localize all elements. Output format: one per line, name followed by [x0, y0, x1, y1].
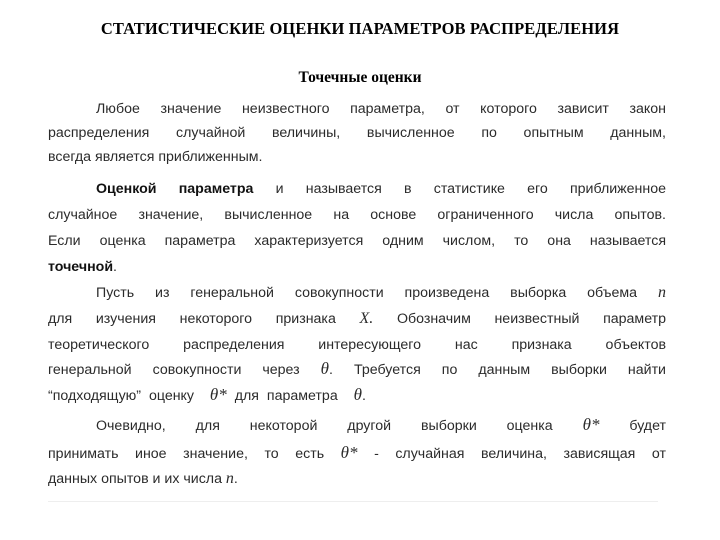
- p4-line-1a: Очевидно, для некоторой другой выборки оценка: [96, 418, 553, 434]
- p2-line-4-end: .: [113, 259, 117, 275]
- p3-line-1: [96, 281, 666, 305]
- p3-line-5: [48, 383, 666, 407]
- p1-line-3: всегда является приближенным.: [48, 149, 263, 165]
- section-subtitle: Точечные оценки: [298, 69, 422, 86]
- p3-line-5c: .: [361, 388, 366, 404]
- symbol-theta-star-3: θ*: [340, 443, 358, 462]
- p3-line-3: теоретического распределения интересующего нас признака объектов: [48, 337, 666, 353]
- p3-line-4b: . Требуется по данным выборки найти: [329, 362, 666, 378]
- p4-line-3b: .: [233, 471, 238, 487]
- p4-line-1b: будет: [629, 418, 667, 434]
- p4-line-1: [96, 413, 666, 437]
- page-title: СТАТИСТИЧЕСКИЕ ОЦЕНКИ ПАРАМЕТРОВ РАСПРЕДЕЛЕНИЯ: [100, 19, 620, 38]
- p3-line-1-text: Пусть из генеральной совокупности произведена выборка объема: [96, 285, 638, 301]
- symbol-theta-star: θ*: [209, 385, 227, 404]
- p1-line-2: распределения случайной величины, вычисленное по опытным данным,: [48, 125, 666, 141]
- p4-line-3a: данных опытов и их числа: [48, 471, 222, 487]
- symbol-n: n: [657, 284, 666, 301]
- p3-line-2a: для изучения некоторого признака: [48, 311, 336, 327]
- symbol-theta: θ: [320, 359, 330, 378]
- p1-line-1: Любое значение неизвестного параметра, от которого зависит закон: [96, 101, 666, 117]
- scan-bottom-edge: [48, 501, 658, 502]
- term-point: точечной: [48, 259, 114, 275]
- p2-line-1: [96, 177, 666, 201]
- p2-line-4: [48, 255, 666, 279]
- scanned-text-block: [38, 97, 678, 499]
- p3-line-2: [48, 307, 666, 331]
- symbol-theta-2: θ: [353, 385, 362, 404]
- p2-line-3: Если оценка параметра характеризуется одним числом, то она называется: [48, 233, 666, 249]
- symbol-n-2: n: [225, 470, 234, 487]
- p2-line-1-text: и называется в статистике его приближенное: [275, 181, 666, 197]
- term-estimate: Оценкой параметра: [96, 181, 254, 197]
- p3-line-5b: для параметра: [234, 388, 338, 404]
- p3-line-4: [48, 357, 666, 381]
- p2-line-2: случайное значение, вычисленное на основе ограниченного числа опытов.: [48, 207, 666, 223]
- p4-line-2: [48, 441, 666, 465]
- symbol-theta-star-2: θ*: [582, 415, 600, 434]
- p4-line-2a: принимать иное значение, то есть: [48, 446, 325, 462]
- p3-line-2b: Обозначим неизвестный параметр: [396, 311, 666, 327]
- p3-line-5a: “подходящую” оценку: [48, 388, 195, 404]
- symbol-x: X.: [359, 310, 374, 327]
- p4-line-3: [48, 467, 666, 491]
- p4-line-2b: - случайная величина, зависящая от: [374, 446, 666, 462]
- p3-line-4a: генеральной совокупности через: [48, 362, 300, 378]
